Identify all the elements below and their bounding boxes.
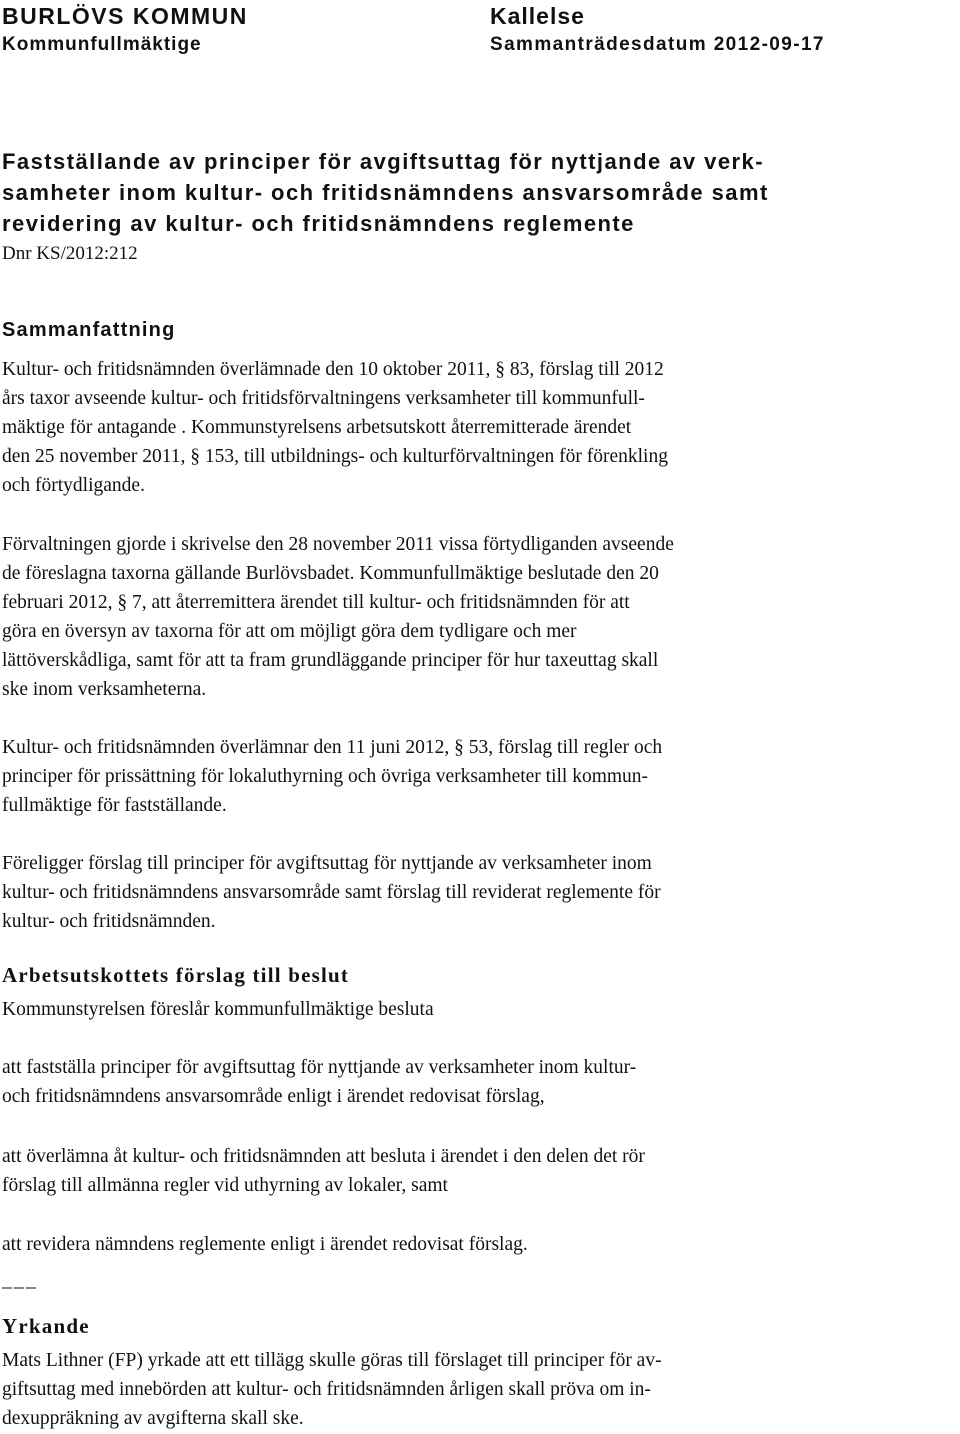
text-line: göra en översyn av taxorna för att om möjligt göra dem tydligare och mer [2, 621, 577, 642]
municipality-name: BURLÖVS KOMMUN [2, 3, 248, 29]
text-line: giftsuttag med innebörden att kultur- och fritidsnämnden årligen skall pröva om in- [2, 1379, 651, 1400]
summary-paragraph-2 [2, 530, 958, 704]
separator: ___ [2, 1269, 38, 1291]
text-line: lättöverskådliga, samt för att ta fram grundläggande principer för hur taxeuttag skall [2, 650, 659, 671]
text-line: Föreligger förslag till principer för avgiftsuttag för nyttjande av verksamheter inom [2, 853, 652, 874]
case-title [2, 146, 952, 239]
text-line: förslag till allmänna regler vid uthyrning av lokaler, samt [2, 1175, 448, 1196]
summary-paragraph-3 [2, 733, 958, 820]
case-title-line: revidering av kultur- och fritidsnämndens reglemente [2, 211, 635, 236]
text-line: att revidera nämndens reglemente enligt i ärendet redovisat förslag. [2, 1234, 528, 1255]
text-line: principer för prissättning för lokaluthyrning och övriga verksamheter till kommun- [2, 766, 649, 787]
text-line: februari 2012, § 7, att återremittera ärendet till kultur- och fritidsnämnden för att [2, 592, 630, 613]
text-line: och fritidsnämndens ansvarsområde enligt i ärendet redovisat förslag, [2, 1086, 545, 1107]
motion-heading: Yrkande [2, 1314, 90, 1338]
text-line: kultur- och fritidsnämnden. [2, 911, 216, 932]
proposal-item-3 [2, 1230, 958, 1259]
text-line: mäktige för antagande . Kommunstyrelsens arbetsutskott återremitterade ärendet [2, 417, 632, 438]
proposal-item-1 [2, 1053, 958, 1111]
text-line: Kultur- och fritidsnämnden överlämnade den 10 oktober 2011, § 83, förslag till 2012 [2, 359, 664, 380]
meeting-date: Sammanträdesdatum 2012-09-17 [490, 34, 825, 55]
summary-paragraph-1 [2, 355, 958, 500]
case-title-line: Fastställande av principer för avgiftsuttag för nyttjande av verk- [2, 149, 764, 174]
summary-heading: Sammanfattning [2, 319, 176, 341]
page-header [0, 0, 960, 60]
document-type: Kallelse [490, 3, 585, 29]
motion-paragraph [2, 1346, 958, 1433]
text-line: och förtydligande. [2, 475, 145, 496]
summary-paragraph-4 [2, 849, 958, 936]
text-line: fullmäktige för fastställande. [2, 795, 227, 816]
proposal-item-2 [2, 1142, 958, 1200]
text-line: att fastställa principer för avgiftsuttag för nyttjande av verksamheter inom kultur- [2, 1057, 637, 1078]
text-line: års taxor avseende kultur- och fritidsförvaltningens verksamheter till kommunfull- [2, 388, 645, 409]
text-line: att överlämna åt kultur- och fritidsnämnden att besluta i ärendet i den delen det rör [2, 1146, 645, 1167]
case-title-line: samheter inom kultur- och fritidsnämndens ansvarsområde samt [2, 180, 769, 205]
text-line: ske inom verksamheterna. [2, 679, 207, 700]
text-line: Mats Lithner (FP) yrkade att ett tillägg skulle göras till förslaget till principer för av- [2, 1350, 662, 1371]
body-name: Kommunfullmäktige [2, 34, 202, 55]
text-line: kultur- och fritidsnämndens ansvarsområde samt förslag till reviderat reglemente för [2, 882, 661, 903]
text-line: den 25 november 2011, § 153, till utbildnings- och kulturförvaltningen för förenkling [2, 446, 668, 467]
case-reference-number: Dnr KS/2012:212 [2, 243, 138, 264]
text-line: de föreslagna taxorna gällande Burlövsbadet. Kommunfullmäktige beslutade den 20 [2, 563, 659, 584]
proposal-intro [2, 995, 958, 1024]
text-line: Kultur- och fritidsnämnden överlämnar den 11 juni 2012, § 53, förslag till regler och [2, 737, 663, 758]
proposal-heading: Arbetsutskottets förslag till beslut [2, 963, 350, 987]
text-line: Förvaltningen gjorde i skrivelse den 28 november 2011 vissa förtydliganden avseende [2, 534, 674, 555]
text-line: Kommunstyrelsen föreslår kommunfullmäktige besluta [2, 999, 434, 1020]
text-line: dexuppräkning av avgifterna skall ske. [2, 1408, 304, 1429]
